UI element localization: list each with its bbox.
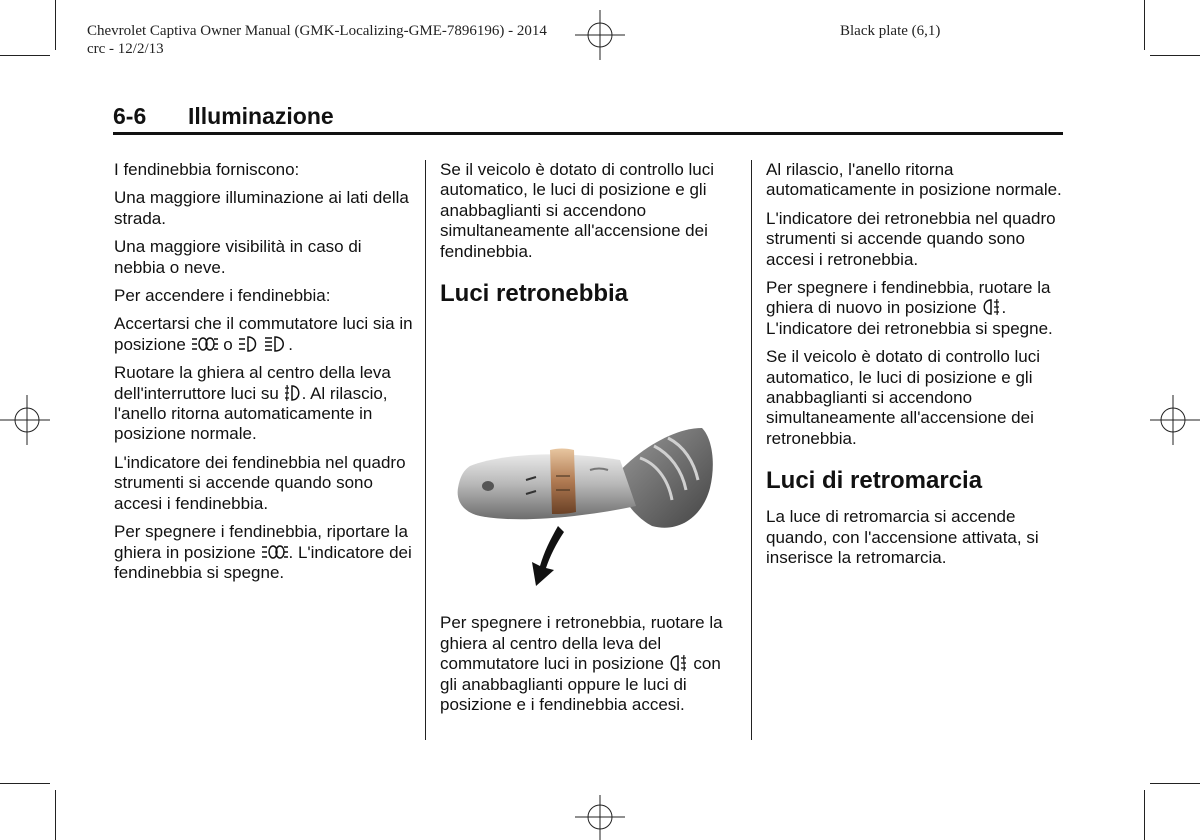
paragraph: Al rilascio, l'anello ritorna automaticamente in posizione normale. <box>766 160 1062 200</box>
text-run: Ruotare la ghiera al centro della leva dell'interruttore luci su <box>114 363 391 403</box>
paragraph: Per accendere i fendinebbia: <box>114 286 331 306</box>
paragraph: Una maggiore illuminazione ai lati della strada. <box>114 188 409 228</box>
paragraph <box>114 314 414 355</box>
paragraph <box>440 613 735 715</box>
front-fog-light-icon <box>191 335 219 353</box>
registration-mark-top <box>575 10 625 60</box>
column-1 <box>114 160 414 591</box>
text-run: . <box>288 334 293 354</box>
column-3 <box>766 160 1066 577</box>
low-beam-icon <box>264 335 288 353</box>
text-run: . L'indicatore dei retronebbia si spegne. <box>766 298 1053 338</box>
text-run: Per spegnere i fendinebbia, riportare la ghiera in posizione <box>114 522 408 562</box>
registration-mark-right <box>1150 395 1200 445</box>
print-header-line2: crc - 12/2/13 <box>87 41 164 57</box>
page-number: 6-6 <box>113 103 147 129</box>
section-heading: Luci retronebbia <box>440 280 629 308</box>
front-fog-light-icon <box>261 543 289 561</box>
rear-fog-light-icon <box>669 654 689 672</box>
paragraph <box>766 278 1066 339</box>
rear-fog-light-icon <box>982 298 1002 316</box>
front-fog-light-icon <box>284 384 302 402</box>
print-header-line1: Chevrolet Captiva Owner Manual (GMK-Localizing-GME-7896196) - 2014 <box>87 23 547 39</box>
text-run: con gli anabbaglianti oppure le luci di posizione e i fendinebbia accesi. <box>440 654 721 715</box>
column-2 <box>440 160 735 723</box>
paragraph: Una maggiore visibilità in caso di nebbia o neve. <box>114 237 362 277</box>
paragraph: Se il veicolo è dotato di controllo luci automatico, le luci di posizione e gli anabbaglianti si accendono simultaneamente all'accensione dei retronebbia. <box>766 347 1041 448</box>
text-run: . Al rilascio, l'anello ritorna automaticamente in posizione normale. <box>114 383 388 444</box>
text-run: Accertarsi che il commutatore luci sia in posizione <box>114 314 413 354</box>
parking-light-icon <box>238 335 260 353</box>
section-title: Illuminazione <box>188 103 334 129</box>
section-title-bar <box>113 100 1063 135</box>
column-divider-1 <box>425 160 426 740</box>
paragraph <box>114 522 414 583</box>
text-run: Per spegnere i fendinebbia, ruotare la ghiera di nuovo in posizione <box>766 278 1051 318</box>
paragraph: I fendinebbia forniscono: <box>114 160 300 179</box>
paragraph: L'indicatore dei fendinebbia nel quadro strumenti si accende quando sono accesi i fendinebbia. <box>114 452 406 513</box>
registration-mark-bottom <box>575 795 625 840</box>
paragraph: Se il veicolo è dotato di controllo luci automatico, le luci di posizione e gli anabbaglianti si accendono simultaneamente all'accensione dei fendinebbia. <box>440 160 715 261</box>
text-run: o <box>223 334 233 354</box>
paragraph: La luce di retromarcia si accende quando, con l'accensione attivata, si inserisce la retromarcia. <box>766 507 1039 568</box>
text-run: . L'indicatore dei fendinebbia si spegne. <box>114 542 412 582</box>
section-heading: Luci di retromarcia <box>766 467 983 495</box>
registration-mark-left <box>0 395 50 445</box>
text-run: Per spegnere i retronebbia, ruotare la ghiera al centro della leva del commutatore luci in posizione <box>440 613 723 674</box>
light-switch-lever-illustration <box>440 428 730 588</box>
paragraph: L'indicatore dei retronebbia nel quadro strumenti si accende quando sono accesi i retronebbia. <box>766 208 1056 269</box>
print-plate-label: Black plate (6,1) <box>840 23 941 39</box>
column-divider-2 <box>751 160 752 740</box>
paragraph <box>114 363 414 445</box>
